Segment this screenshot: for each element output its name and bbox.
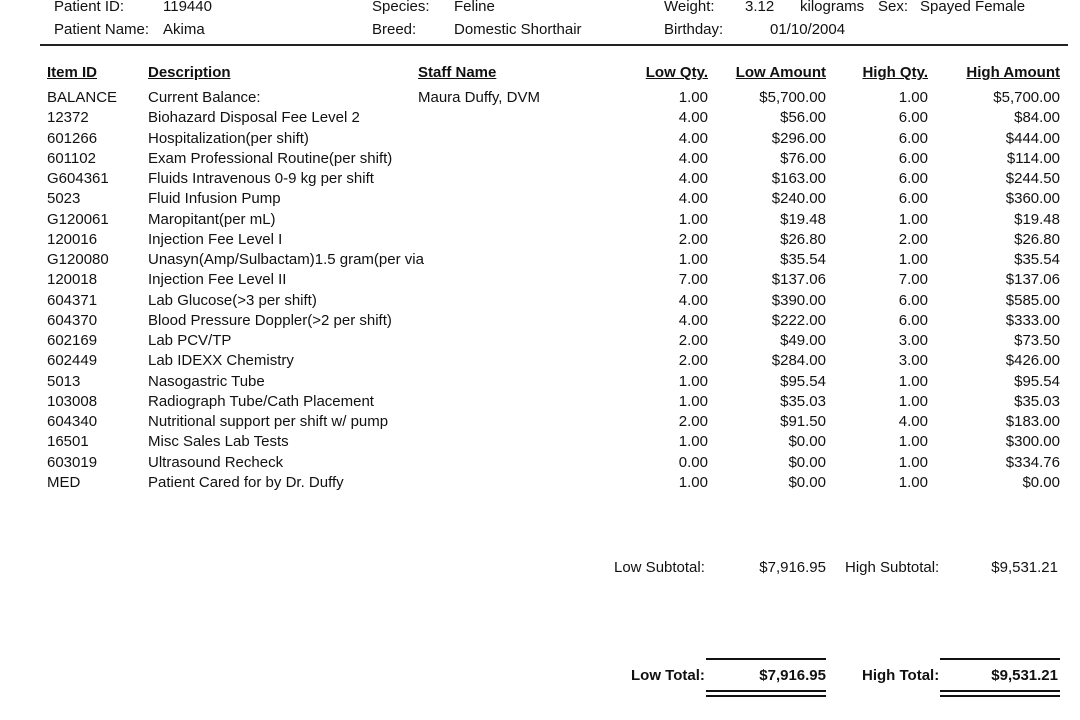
item-low-amount: $91.50 <box>780 413 826 430</box>
item-high-qty: 1.00 <box>898 433 928 450</box>
item-description: Lab Glucose(>3 per shift) <box>148 292 317 309</box>
item-low-amount: $163.00 <box>771 170 826 187</box>
high-total-top-rule <box>940 658 1060 660</box>
item-low-amount: $296.00 <box>771 130 826 147</box>
high-total-label: High Total: <box>862 667 940 684</box>
item-id: 120018 <box>47 271 98 288</box>
item-high-amount: $585.00 <box>1005 292 1060 309</box>
item-id: 602449 <box>47 352 98 369</box>
item-description: Exam Professional Routine(per shift) <box>148 150 393 167</box>
weight-label: Weight: <box>664 0 715 15</box>
item-description: Patient Cared for by Dr. Duffy <box>148 474 344 491</box>
col-description: Description <box>148 64 231 81</box>
item-low-qty: 4.00 <box>678 312 708 329</box>
item-high-amount: $426.00 <box>1005 352 1060 369</box>
weight-value: 3.12 <box>745 0 775 15</box>
breed-label: Breed: <box>372 21 417 38</box>
item-description: Fluids Intravenous 0-9 kg per shift <box>148 170 374 187</box>
birthday-value: 01/10/2004 <box>770 21 846 38</box>
item-low-amount: $0.00 <box>788 474 826 491</box>
item-low-qty: 4.00 <box>678 170 708 187</box>
low-subtotal-label: Low Subtotal: <box>614 559 705 576</box>
item-high-amount: $35.54 <box>1014 251 1060 268</box>
item-description: Lab IDEXX Chemistry <box>148 352 294 369</box>
item-id: 603019 <box>47 454 98 471</box>
item-description: Nutritional support per shift w/ pump <box>148 413 389 430</box>
item-high-amount: $73.50 <box>1014 332 1060 349</box>
col-low-amount: Low Amount <box>735 64 826 81</box>
item-low-amount: $95.54 <box>780 373 826 390</box>
item-description: Ultrasound Recheck <box>148 454 284 471</box>
item-description: Hospitalization(per shift) <box>148 130 309 147</box>
item-high-amount: $300.00 <box>1005 433 1060 450</box>
item-low-qty: 1.00 <box>678 251 708 268</box>
item-high-amount: $0.00 <box>1022 474 1060 491</box>
item-low-amount: $240.00 <box>771 190 826 207</box>
item-id: MED <box>47 474 81 491</box>
item-high-amount: $334.76 <box>1005 454 1060 471</box>
item-low-amount: $137.06 <box>771 271 826 288</box>
item-high-qty: 7.00 <box>898 271 928 288</box>
item-high-qty: 1.00 <box>898 474 928 491</box>
item-description: Injection Fee Level I <box>148 231 283 248</box>
item-high-amount: $244.50 <box>1005 170 1060 187</box>
sex-label: Sex: <box>878 0 909 15</box>
species-label: Species: <box>372 0 430 15</box>
item-high-qty: 6.00 <box>898 312 928 329</box>
item-low-amount: $0.00 <box>788 433 826 450</box>
item-high-amount: $84.00 <box>1014 109 1060 126</box>
item-low-qty: 1.00 <box>678 211 708 228</box>
item-low-qty: 2.00 <box>678 413 708 430</box>
item-description: Injection Fee Level II <box>148 271 287 288</box>
item-high-amount: $183.00 <box>1005 413 1060 430</box>
item-description: Misc Sales Lab Tests <box>148 433 289 450</box>
breed-value: Domestic Shorthair <box>454 21 582 38</box>
item-high-amount: $35.03 <box>1014 393 1060 410</box>
item-high-qty: 6.00 <box>898 292 928 309</box>
birthday-label: Birthday: <box>664 21 724 38</box>
item-high-qty: 6.00 <box>898 190 928 207</box>
item-low-amount: $35.03 <box>780 393 826 410</box>
item-high-qty: 6.00 <box>898 150 928 167</box>
item-description: Biohazard Disposal Fee Level 2 <box>148 109 360 126</box>
item-low-qty: 2.00 <box>678 332 708 349</box>
item-low-amount: $284.00 <box>771 352 826 369</box>
item-high-qty: 3.00 <box>898 332 928 349</box>
item-high-amount: $19.48 <box>1014 211 1060 228</box>
patient-id-value: 119440 <box>163 0 212 15</box>
item-description: Unasyn(Amp/Sulbactam)1.5 gram(per via <box>148 251 424 268</box>
high-total-value: $9,531.21 <box>991 667 1058 684</box>
item-high-amount: $26.80 <box>1014 231 1060 248</box>
item-low-amount: $56.00 <box>780 109 826 126</box>
sex-value: Spayed Female <box>920 0 1026 15</box>
item-low-qty: 0.00 <box>678 454 708 471</box>
item-high-amount: $137.06 <box>1005 271 1060 288</box>
item-low-amount: $35.54 <box>780 251 826 268</box>
item-low-qty: 4.00 <box>678 190 708 207</box>
item-high-qty: 1.00 <box>898 454 928 471</box>
header-rule <box>40 44 1068 46</box>
col-high-amount: High Amount <box>966 64 1060 81</box>
item-low-amount: $0.00 <box>788 454 826 471</box>
item-low-qty: 2.00 <box>678 352 708 369</box>
item-low-amount: $5,700.00 <box>759 89 826 106</box>
patient-name-value: Akima <box>163 21 205 38</box>
item-low-amount: $49.00 <box>780 332 826 349</box>
low-total-double-rule <box>706 690 826 697</box>
item-low-qty: 4.00 <box>678 292 708 309</box>
item-high-qty: 1.00 <box>898 211 928 228</box>
item-high-qty: 1.00 <box>898 373 928 390</box>
low-total-top-rule <box>706 658 826 660</box>
item-low-amount: $26.80 <box>780 231 826 248</box>
item-high-qty: 1.00 <box>898 251 928 268</box>
item-high-amount: $444.00 <box>1005 130 1060 147</box>
col-low-qty: Low Qty. <box>645 64 708 81</box>
item-id: 601266 <box>47 130 98 147</box>
item-high-qty: 1.00 <box>898 393 928 410</box>
item-description: Fluid Infusion Pump <box>148 190 281 207</box>
item-high-qty: 6.00 <box>898 130 928 147</box>
item-high-qty: 6.00 <box>898 170 928 187</box>
item-high-amount: $114.00 <box>1006 150 1060 167</box>
item-low-qty: 1.00 <box>678 373 708 390</box>
item-id: 604340 <box>47 413 98 430</box>
item-high-qty: 2.00 <box>898 231 928 248</box>
item-id: 602169 <box>47 332 98 349</box>
high-total-double-rule <box>940 690 1060 697</box>
item-id: 604370 <box>47 312 98 329</box>
item-high-qty: 4.00 <box>898 413 928 430</box>
item-low-amount: $390.00 <box>771 292 826 309</box>
col-staff-name: Staff Name <box>418 64 497 81</box>
item-low-qty: 2.00 <box>678 231 708 248</box>
item-low-qty: 4.00 <box>678 150 708 167</box>
item-id: BALANCE <box>47 89 118 106</box>
species-value: Feline <box>454 0 495 15</box>
item-id: 601102 <box>47 150 96 167</box>
item-id: G120080 <box>47 251 109 268</box>
item-description: Nasogastric Tube <box>148 373 265 390</box>
patient-id-label: Patient ID: <box>54 0 125 15</box>
item-low-amount: $76.00 <box>780 150 826 167</box>
item-staff: Maura Duffy, DVM <box>418 89 540 106</box>
item-low-amount: $222.00 <box>771 312 826 329</box>
item-id: G120061 <box>47 211 109 228</box>
col-high-qty: High Qty. <box>862 64 928 81</box>
item-id: 103008 <box>47 393 98 410</box>
item-low-qty: 4.00 <box>678 109 708 126</box>
item-low-qty: 7.00 <box>678 271 708 288</box>
item-high-amount: $95.54 <box>1014 373 1060 390</box>
item-low-amount: $19.48 <box>780 211 826 228</box>
item-id: 5013 <box>47 373 81 390</box>
item-description: Lab PCV/TP <box>148 332 232 349</box>
item-id: 120016 <box>47 231 98 248</box>
item-low-qty: 1.00 <box>678 433 708 450</box>
item-description: Maropitant(per mL) <box>148 211 276 228</box>
col-item-id: Item ID <box>47 64 98 81</box>
item-high-amount: $5,700.00 <box>993 89 1060 106</box>
item-description: Radiograph Tube/Cath Placement <box>148 393 374 410</box>
item-low-qty: 1.00 <box>678 89 708 106</box>
low-subtotal-value: $7,916.95 <box>759 559 826 576</box>
item-high-amount: $333.00 <box>1005 312 1060 329</box>
item-id: G604361 <box>47 170 109 187</box>
item-id: 12372 <box>47 109 89 126</box>
high-subtotal-value: $9,531.21 <box>991 559 1058 576</box>
item-low-qty: 4.00 <box>678 130 708 147</box>
item-description: Blood Pressure Doppler(>2 per shift) <box>148 312 392 329</box>
patient-name-label: Patient Name: <box>54 21 150 38</box>
item-low-qty: 1.00 <box>678 474 708 491</box>
high-subtotal-label: High Subtotal: <box>845 559 940 576</box>
low-total-label: Low Total: <box>631 667 705 684</box>
item-high-qty: 3.00 <box>898 352 928 369</box>
item-id: 604371 <box>47 292 98 309</box>
item-id: 16501 <box>47 433 89 450</box>
item-high-qty: 1.00 <box>898 89 928 106</box>
weight-unit: kilograms <box>800 0 865 15</box>
item-description: Current Balance: <box>148 89 261 106</box>
item-high-qty: 6.00 <box>898 109 928 126</box>
item-high-amount: $360.00 <box>1005 190 1060 207</box>
item-low-qty: 1.00 <box>678 393 708 410</box>
item-id: 5023 <box>47 190 81 207</box>
low-total-value: $7,916.95 <box>759 667 826 684</box>
